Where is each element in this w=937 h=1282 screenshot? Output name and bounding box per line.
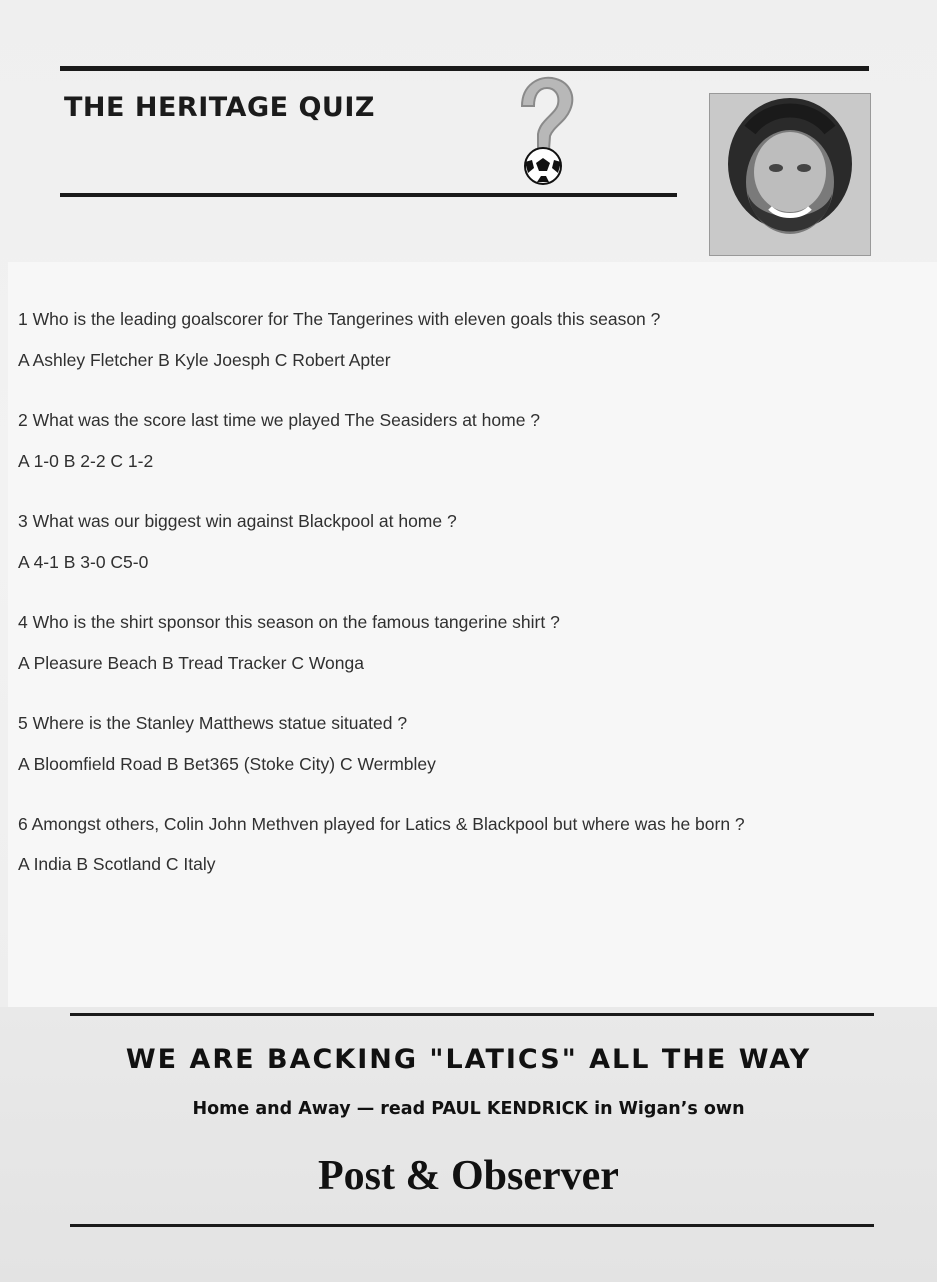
answers-4: A Pleasure Beach B Tread Tracker C Wonga	[18, 653, 364, 673]
question-2: 2 What was the score last time we played The Seasiders at home ?	[18, 410, 541, 430]
question-5: 5 Where is the Stanley Matthews statue situated ?	[18, 713, 408, 733]
title-underline-rule	[60, 193, 677, 197]
question-football-icon	[510, 72, 580, 187]
quiz-panel	[8, 262, 937, 1007]
question-6: 6 Amongst others, Colin John Methven played for Latics & Blackpool but where was he born ?	[18, 814, 745, 834]
answers-6: A India B Scotland C Italy	[18, 854, 216, 874]
question-3: 3 What was our biggest win against Blackpool at home ?	[18, 511, 457, 531]
footer-top-rule	[70, 1013, 874, 1016]
question-4: 4 Who is the shirt sponsor this season on the famous tangerine shirt ?	[18, 612, 560, 632]
answers-2: A 1-0 B 2-2 C 1-2	[18, 451, 154, 471]
answers-1: A Ashley Fletcher B Kyle Joesph C Robert Apter	[18, 350, 391, 370]
home-away-line: Home and Away — read PAUL KENDRICK in Wigan’s own	[192, 1099, 745, 1119]
top-rule	[60, 66, 869, 71]
question-1: 1 Who is the leading goalscorer for The Tangerines with eleven goals this season ?	[18, 309, 661, 329]
answers-3: A 4-1 B 3-0 C5-0	[18, 552, 149, 572]
portrait-photo	[709, 93, 871, 256]
footer-bottom-rule	[70, 1224, 874, 1227]
newspaper-name: Post & Observer	[318, 1153, 619, 1199]
backing-headline: WE ARE BACKING "LATICS" ALL THE WAY	[125, 1044, 812, 1075]
answers-5: A Bloomfield Road B Bet365 (Stoke City) C Wermbley	[18, 754, 436, 774]
page-title: THE HERITAGE QUIZ	[64, 92, 375, 123]
